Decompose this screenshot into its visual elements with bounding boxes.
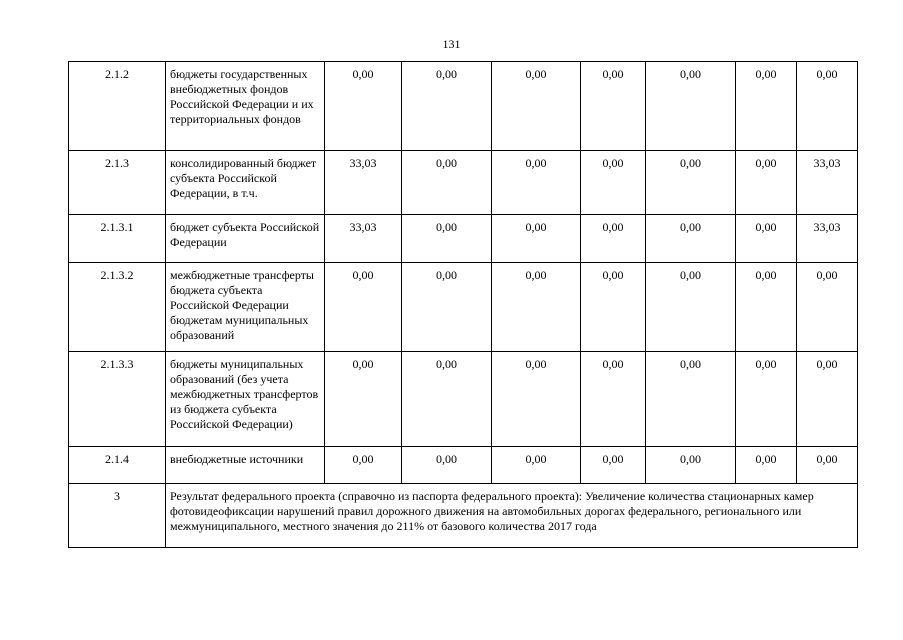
row-label: бюджеты муниципальных образований (без учета межбюджетных трансфертов из бюджета субъекта Российской Федерации): [166, 352, 325, 447]
value-cell: 0,00: [736, 215, 797, 263]
row-label: бюджеты государственных внебюджетных фондов Российской Федерации и их территориальных фондов: [166, 62, 325, 151]
value-cell: 0,00: [736, 447, 797, 484]
table-row: [69, 263, 858, 352]
budget-table: [68, 61, 858, 548]
value-cell: 33,03: [797, 215, 858, 263]
table-row: [69, 447, 858, 484]
row-code: 2.1.3.1: [69, 215, 166, 263]
value-cell: 0,00: [325, 62, 402, 151]
row-code: 2.1.3: [69, 151, 166, 215]
value-cell: 0,00: [402, 215, 492, 263]
value-cell: 0,00: [581, 151, 646, 215]
value-cell: 0,00: [492, 215, 581, 263]
table-row: [69, 352, 858, 447]
value-cell: 0,00: [797, 62, 858, 151]
value-cell: 0,00: [325, 263, 402, 352]
value-cell: 0,00: [581, 215, 646, 263]
row-label: внебюджетные источники: [166, 447, 325, 484]
value-cell: 0,00: [736, 263, 797, 352]
row-code: 2.1.4: [69, 447, 166, 484]
row-label: бюджет субъекта Российской Федерации: [166, 215, 325, 263]
value-cell: 0,00: [581, 263, 646, 352]
value-cell: 0,00: [736, 352, 797, 447]
result-row: [69, 484, 858, 548]
value-cell: 0,00: [646, 151, 736, 215]
table-row: [69, 62, 858, 151]
result-code: 3: [69, 484, 166, 548]
value-cell: 0,00: [797, 447, 858, 484]
value-cell: 0,00: [797, 352, 858, 447]
table-row: [69, 151, 858, 215]
value-cell: 0,00: [402, 263, 492, 352]
value-cell: 0,00: [797, 263, 858, 352]
page-number: 131: [442, 37, 461, 51]
value-cell: 0,00: [646, 62, 736, 151]
value-cell: 0,00: [492, 263, 581, 352]
value-cell: 0,00: [646, 215, 736, 263]
value-cell: 0,00: [402, 447, 492, 484]
value-cell: 33,03: [797, 151, 858, 215]
result-text: Результат федерального проекта (справочно из паспорта федерального проекта): Увеличение количества стационарных камер фотовидеофиксации нарушений правил дорожного движения на автомобильных дорогах федерального, регионального или межмуниципального, местного значения до 211% от базового количества 2017 года: [166, 484, 858, 548]
table-row: [69, 215, 858, 263]
value-cell: 33,03: [325, 151, 402, 215]
value-cell: 0,00: [325, 447, 402, 484]
value-cell: 0,00: [492, 447, 581, 484]
value-cell: 0,00: [402, 151, 492, 215]
value-cell: 0,00: [646, 447, 736, 484]
value-cell: 0,00: [325, 352, 402, 447]
value-cell: 0,00: [646, 352, 736, 447]
row-code: 2.1.3.3: [69, 352, 166, 447]
value-cell: 0,00: [402, 352, 492, 447]
value-cell: 0,00: [736, 151, 797, 215]
value-cell: 0,00: [646, 263, 736, 352]
row-label: межбюджетные трансферты бюджета субъекта Российской Федерации бюджетам муниципальных образований: [170, 268, 314, 342]
value-cell: 0,00: [581, 352, 646, 447]
value-cell: 33,03: [325, 215, 402, 263]
value-cell: 0,00: [492, 62, 581, 151]
row-code: 2.1.3.2: [69, 263, 166, 352]
value-cell: 0,00: [492, 352, 581, 447]
value-cell: 0,00: [581, 62, 646, 151]
row-label-cell: [166, 263, 325, 352]
row-code: 2.1.2: [69, 62, 166, 151]
value-cell: 0,00: [492, 151, 581, 215]
value-cell: 0,00: [736, 62, 797, 151]
value-cell: 0,00: [581, 447, 646, 484]
row-label: консолидированный бюджет субъекта Российской Федерации, в т.ч.: [166, 151, 325, 215]
value-cell: 0,00: [402, 62, 492, 151]
